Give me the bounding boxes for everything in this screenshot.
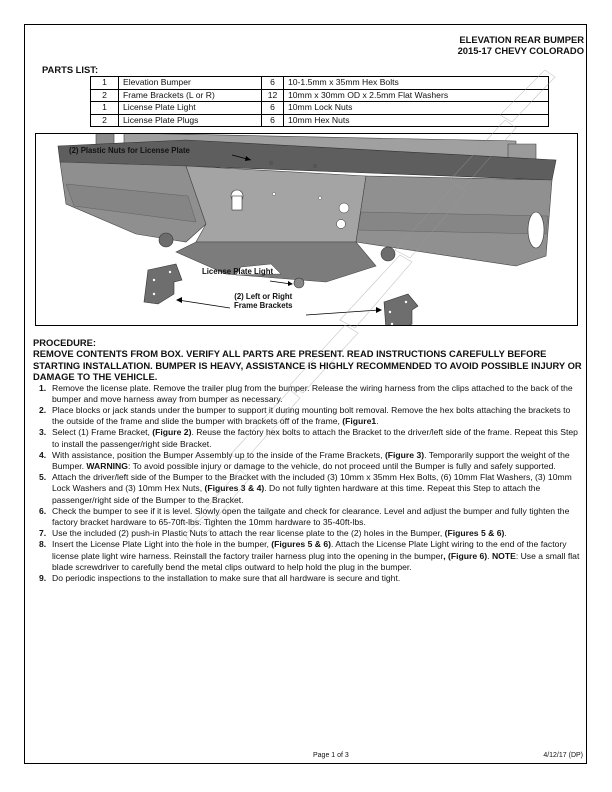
- parts-list-table: [90, 76, 549, 127]
- step-emphasis: (Figure 3): [384, 449, 425, 460]
- step-text: .: [487, 550, 492, 561]
- label-frame-brackets: [234, 292, 293, 310]
- step-text: . Temporarily support the weight of the Bumper.: [52, 449, 570, 471]
- procedure-warning: REMOVE CONTENTS FROM BOX. VERIFY ALL PARTS ARE PRESENT. READ INSTRUCTIONS CAREFULLY BEFORE STARTING INSTALLATION. BUMPER IS HEAVY, ASSISTANCE IS HIGHLY RECOMMENDED TO AVOID POSSIBLE INJURY OR DAMAGE TO THE VEHICLE.: [33, 348, 582, 382]
- parts-row: [91, 102, 549, 115]
- step-emphasis: WARNING: [86, 460, 128, 471]
- step-text: . Do not fully tighten hardware at this time. Repeat this Step to attach the passenger/right side of the Bumper to the Bracket.: [52, 483, 541, 505]
- step-number: 3.: [39, 427, 47, 438]
- step-text: With assistance, position the Bumper Assembly up to the inside of the Frame Brackets,: [52, 449, 385, 460]
- hardware-quantity: 6: [262, 114, 284, 127]
- part-name: License Plate Light: [119, 102, 262, 115]
- step-text: Place blocks or jack stands under the bumper to support it during mounting bolt removal. Remove the hex bolts attaching the brackets to the outside of the frame and slide the bumper with brackets off of the frame,: [52, 404, 571, 427]
- hardware-quantity: 6: [262, 102, 284, 115]
- step-emphasis: NOTE: [491, 550, 516, 561]
- step-text: Use the included (2) push-in Plastic Nuts to attach the rear license plate to the (2) holes in the Bumper,: [52, 528, 445, 539]
- step-emphasis: (Figures 5 & 6): [444, 528, 505, 539]
- parts-list-heading: PARTS LIST:: [42, 64, 99, 75]
- part-name: License Plate Plugs: [119, 114, 262, 127]
- step-emphasis: (Figures 5 & 6): [271, 539, 331, 550]
- procedure-step: [33, 573, 583, 584]
- step-number: 4.: [39, 449, 47, 460]
- parts-row: [91, 89, 549, 102]
- part-quantity: 2: [91, 114, 119, 127]
- step-text: . Reuse the factory hex bolts to attach the Bracket to the driver/left side of the frame. Repeat this Step to install the passenger/right side Bracket.: [52, 427, 578, 449]
- parts-row: [91, 114, 549, 127]
- procedure-section: [33, 337, 583, 584]
- revision-date: 4/12/17 (DP): [543, 752, 583, 759]
- step-text: Do periodic inspections to the installation to make sure that all hardware is secure and tight.: [52, 572, 401, 583]
- part-name: Frame Brackets (L or R): [119, 89, 262, 102]
- step-number: 8.: [39, 539, 47, 550]
- step-emphasis: (Figure 2): [152, 427, 192, 438]
- step-emphasis: (Figures 3 & 4): [204, 483, 265, 494]
- label-frame-brackets-line2: Frame Brackets: [234, 301, 293, 310]
- step-text: : Use a small flat blade screwdriver to carefully bend the metal clips outward to help hold the plug in the bumper.: [52, 550, 580, 572]
- step-text: . Attach the License Plate Light wiring to the end of the factory license plate light wire harness. Reinstall the factory trailer harness plug into the opening in the bumper: [52, 539, 567, 561]
- title-vehicle: 2015-17 CHEVY COLORADO: [457, 45, 584, 56]
- step-text: .: [376, 416, 379, 427]
- step-text: : To avoid possible injury or damage to the vehicle, do not proceed until the Bumper is fully and safely supported.: [127, 460, 556, 471]
- hardware-name: 10mm Lock Nuts: [284, 102, 549, 115]
- step-number: 6.: [39, 505, 47, 516]
- document-title: [458, 34, 584, 56]
- procedure-step: [33, 405, 583, 427]
- step-emphasis: (Figure1: [342, 416, 377, 427]
- label-frame-brackets-line1: (2) Left or Right: [234, 292, 293, 301]
- procedure-steps: [33, 383, 583, 585]
- step-text: Remove the license plate. Remove the trailer plug from the bumper. Release the wiring harness from the clips attached to the back of the bumper and move harness away from bumper as necessary.: [52, 382, 573, 404]
- step-text: Attach the driver/left side of the Bumper to the Bracket with the included (3) 10mm x 35mm Hex Bolts, (6) 10mm Flat Washers, (3) 10mm Lock Washers and (3) 10mm Hex Nuts,: [52, 472, 572, 494]
- label-license-plate-light: License Plate Light: [202, 267, 274, 276]
- procedure-heading: PROCEDURE:: [33, 337, 97, 348]
- step-text: Select (1) Frame Bracket,: [52, 427, 153, 438]
- parts-row: [91, 77, 549, 90]
- step-emphasis: , (Figure 6): [443, 550, 488, 561]
- procedure-step: [33, 506, 583, 528]
- step-text: .: [504, 528, 507, 539]
- procedure-step: [33, 528, 583, 539]
- step-number: 5.: [39, 472, 47, 483]
- hardware-name: 10mm Hex Nuts: [284, 114, 549, 127]
- label-plastic-nuts: (2) Plastic Nuts for License Plate: [69, 146, 190, 155]
- procedure-step: [33, 450, 583, 472]
- part-quantity: 1: [91, 77, 119, 90]
- part-quantity: 2: [91, 89, 119, 102]
- step-text: Check the bumper to see if it is level. Slowly open the tailgate and check for clearance. Level and adjust the bumper and fully tighten the factory bracket hardware to 65-70ft-lbs. Tighten the 10mm hardware to 35-40ft-lbs.: [52, 505, 570, 527]
- bumper-illustration: [36, 134, 578, 326]
- procedure-step: [33, 383, 583, 405]
- procedure-step: [33, 427, 583, 449]
- step-number: 7.: [39, 528, 47, 539]
- hardware-quantity: 6: [262, 77, 284, 90]
- hardware-name: 10mm x 30mm OD x 2.5mm Flat Washers: [284, 89, 549, 102]
- hardware-quantity: 12: [262, 89, 284, 102]
- step-number: 2.: [39, 404, 47, 415]
- step-number: 1.: [39, 382, 47, 393]
- part-name: Elevation Bumper: [119, 77, 262, 90]
- title-product: ELEVATION REAR BUMPER: [459, 34, 584, 45]
- bumper-parts-figure: [35, 133, 578, 326]
- step-text: Insert the License Plate Light into the hole in the bumper,: [52, 539, 272, 550]
- part-quantity: 1: [91, 102, 119, 115]
- step-number: 9.: [39, 572, 47, 583]
- procedure-step: [33, 472, 583, 506]
- procedure-step: [33, 539, 583, 573]
- page-number: Page 1 of 3: [313, 752, 349, 759]
- hardware-name: 10-1.5mm x 35mm Hex Bolts: [284, 77, 549, 90]
